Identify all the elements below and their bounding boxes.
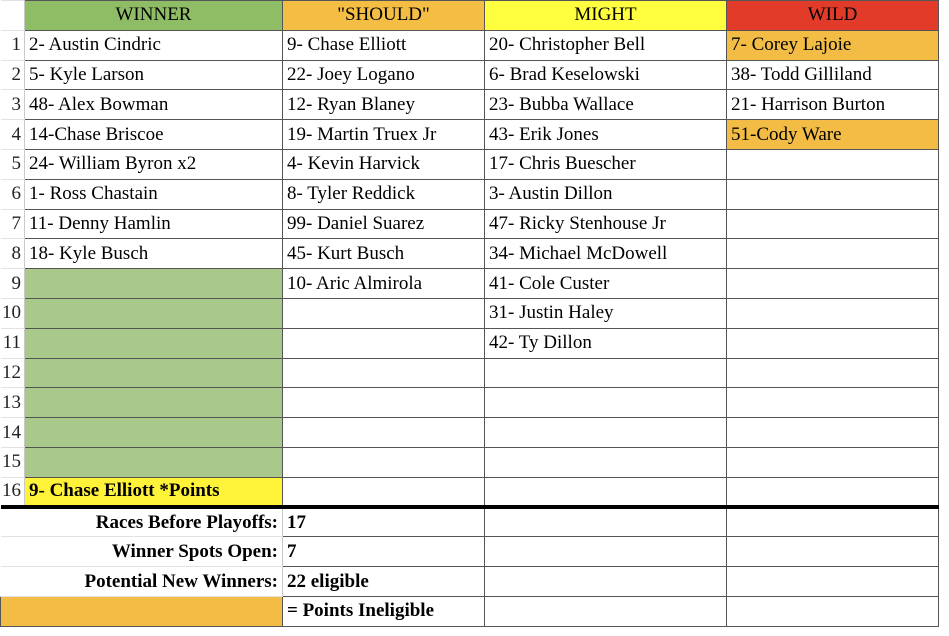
cell-should[interactable]: [283, 298, 485, 328]
table-row: [1, 239, 939, 269]
cell-should[interactable]: [283, 388, 485, 418]
cell-wild[interactable]: [727, 418, 939, 448]
cell-might[interactable]: 6- Brad Keselowski: [485, 60, 727, 90]
cell-might[interactable]: 17- Chris Buescher: [485, 149, 727, 179]
cell-might[interactable]: [485, 358, 727, 388]
table-row: [1, 418, 939, 448]
empty-cell[interactable]: [727, 567, 939, 597]
summary-value[interactable]: 17: [283, 507, 485, 537]
grid-body: [1, 1, 939, 627]
table-row: [1, 477, 939, 507]
cell-should[interactable]: [283, 447, 485, 477]
header-might[interactable]: MIGHT: [485, 1, 727, 31]
cell-wild[interactable]: [727, 477, 939, 507]
summary-label: Potential New Winners:: [1, 567, 283, 597]
empty-cell[interactable]: [485, 537, 727, 567]
cell-should[interactable]: 19- Martin Truex Jr: [283, 120, 485, 150]
row-number: 9: [1, 269, 25, 299]
cell-might[interactable]: 31- Justin Haley: [485, 298, 727, 328]
table-row: [1, 269, 939, 299]
cell-might[interactable]: 23- Bubba Wallace: [485, 90, 727, 120]
empty-cell[interactable]: [727, 507, 939, 537]
row-number: 5: [1, 149, 25, 179]
cell-might[interactable]: 34- Michael McDowell: [485, 239, 727, 269]
cell-should[interactable]: 12- Ryan Blaney: [283, 90, 485, 120]
cell-might[interactable]: 3- Austin Dillon: [485, 179, 727, 209]
row-number: 11: [1, 328, 25, 358]
row-number: 8: [1, 239, 25, 269]
legend-text: = Points Ineligible: [283, 596, 485, 626]
empty-cell[interactable]: [485, 596, 727, 626]
summary-row: [1, 537, 939, 567]
row-number: 12: [1, 358, 25, 388]
cell-winner[interactable]: [25, 388, 283, 418]
cell-wild[interactable]: [727, 298, 939, 328]
cell-wild[interactable]: 38- Todd Gilliland: [727, 60, 939, 90]
empty-cell[interactable]: [485, 507, 727, 537]
summary-label: Winner Spots Open:: [1, 537, 283, 567]
cell-wild[interactable]: [727, 179, 939, 209]
empty-cell[interactable]: [727, 537, 939, 567]
table-row: [1, 209, 939, 239]
row-number: 14: [1, 418, 25, 448]
cell-might[interactable]: [485, 477, 727, 507]
table-row: [1, 60, 939, 90]
header-wild[interactable]: WILD: [727, 1, 939, 31]
row-number: 16: [1, 477, 25, 507]
cell-winner[interactable]: 24- William Byron x2: [25, 149, 283, 179]
table-row: [1, 328, 939, 358]
summary-row: [1, 567, 939, 597]
cell-winner[interactable]: 14-Chase Briscoe: [25, 120, 283, 150]
row-number: 6: [1, 179, 25, 209]
cell-winner[interactable]: [25, 418, 283, 448]
cell-winner[interactable]: [25, 447, 283, 477]
table-row: [1, 90, 939, 120]
cell-might[interactable]: [485, 388, 727, 418]
summary-value[interactable]: 22 eligible: [283, 567, 485, 597]
cell-might[interactable]: 20- Christopher Bell: [485, 30, 727, 60]
row-number: 7: [1, 209, 25, 239]
table-row: [1, 149, 939, 179]
cell-wild[interactable]: [727, 209, 939, 239]
header-should[interactable]: "SHOULD": [283, 1, 485, 31]
cell-winner[interactable]: [25, 298, 283, 328]
empty-cell[interactable]: [485, 567, 727, 597]
cell-might[interactable]: 42- Ty Dillon: [485, 328, 727, 358]
header-winner[interactable]: WINNER: [25, 1, 283, 31]
header-row: [1, 1, 939, 31]
summary-row: [1, 507, 939, 537]
table-row: [1, 298, 939, 328]
cell-should[interactable]: 99- Daniel Suarez: [283, 209, 485, 239]
cell-winner[interactable]: [25, 269, 283, 299]
summary-label: Races Before Playoffs:: [1, 507, 283, 537]
row-number: 15: [1, 447, 25, 477]
cell-should[interactable]: 4- Kevin Harvick: [283, 149, 485, 179]
empty-cell[interactable]: [727, 596, 939, 626]
cell-winner-points[interactable]: 9- Chase Elliott *Points: [25, 477, 283, 507]
cell-wild[interactable]: [727, 328, 939, 358]
cell-wild[interactable]: 7- Corey Lajoie: [727, 30, 939, 60]
cell-might[interactable]: [485, 418, 727, 448]
cell-should[interactable]: 22- Joey Logano: [283, 60, 485, 90]
cell-might[interactable]: [485, 447, 727, 477]
cell-winner[interactable]: 18- Kyle Busch: [25, 239, 283, 269]
table-row: [1, 447, 939, 477]
table-row: [1, 179, 939, 209]
cell-wild[interactable]: [727, 149, 939, 179]
cell-winner[interactable]: 11- Denny Hamlin: [25, 209, 283, 239]
cell-winner[interactable]: 48- Alex Bowman: [25, 90, 283, 120]
cell-should[interactable]: [283, 358, 485, 388]
cell-wild[interactable]: [727, 447, 939, 477]
cell-winner[interactable]: 1- Ross Chastain: [25, 179, 283, 209]
cell-winner[interactable]: [25, 358, 283, 388]
legend-swatch: [1, 596, 283, 626]
cell-wild[interactable]: [727, 388, 939, 418]
legend-row: [1, 596, 939, 626]
row-number: 4: [1, 120, 25, 150]
summary-value[interactable]: 7: [283, 537, 485, 567]
cell-might[interactable]: 47- Ricky Stenhouse Jr: [485, 209, 727, 239]
table-row: [1, 388, 939, 418]
corner-cell: [1, 1, 25, 31]
row-number: 1: [1, 30, 25, 60]
cell-might[interactable]: 41- Cole Custer: [485, 269, 727, 299]
cell-should[interactable]: 9- Chase Elliott: [283, 30, 485, 60]
cell-wild[interactable]: [727, 358, 939, 388]
cell-should[interactable]: 45- Kurt Busch: [283, 239, 485, 269]
row-number: 13: [1, 388, 25, 418]
cell-wild[interactable]: [727, 269, 939, 299]
cell-winner[interactable]: 5- Kyle Larson: [25, 60, 283, 90]
row-number: 10: [1, 298, 25, 328]
cell-should[interactable]: 10- Aric Almirola: [283, 269, 485, 299]
row-number: 3: [1, 90, 25, 120]
cell-wild[interactable]: 21- Harrison Burton: [727, 90, 939, 120]
cell-wild[interactable]: [727, 239, 939, 269]
cell-should[interactable]: 8- Tyler Reddick: [283, 179, 485, 209]
table-row: [1, 30, 939, 60]
cell-should[interactable]: [283, 418, 485, 448]
cell-wild[interactable]: 51-Cody Ware: [727, 120, 939, 150]
cell-winner[interactable]: 2- Austin Cindric: [25, 30, 283, 60]
cell-should[interactable]: [283, 328, 485, 358]
table-row: [1, 120, 939, 150]
row-number: 2: [1, 60, 25, 90]
cell-might[interactable]: 43- Erik Jones: [485, 120, 727, 150]
cell-winner[interactable]: [25, 328, 283, 358]
table-row: [1, 358, 939, 388]
cell-should[interactable]: [283, 477, 485, 507]
